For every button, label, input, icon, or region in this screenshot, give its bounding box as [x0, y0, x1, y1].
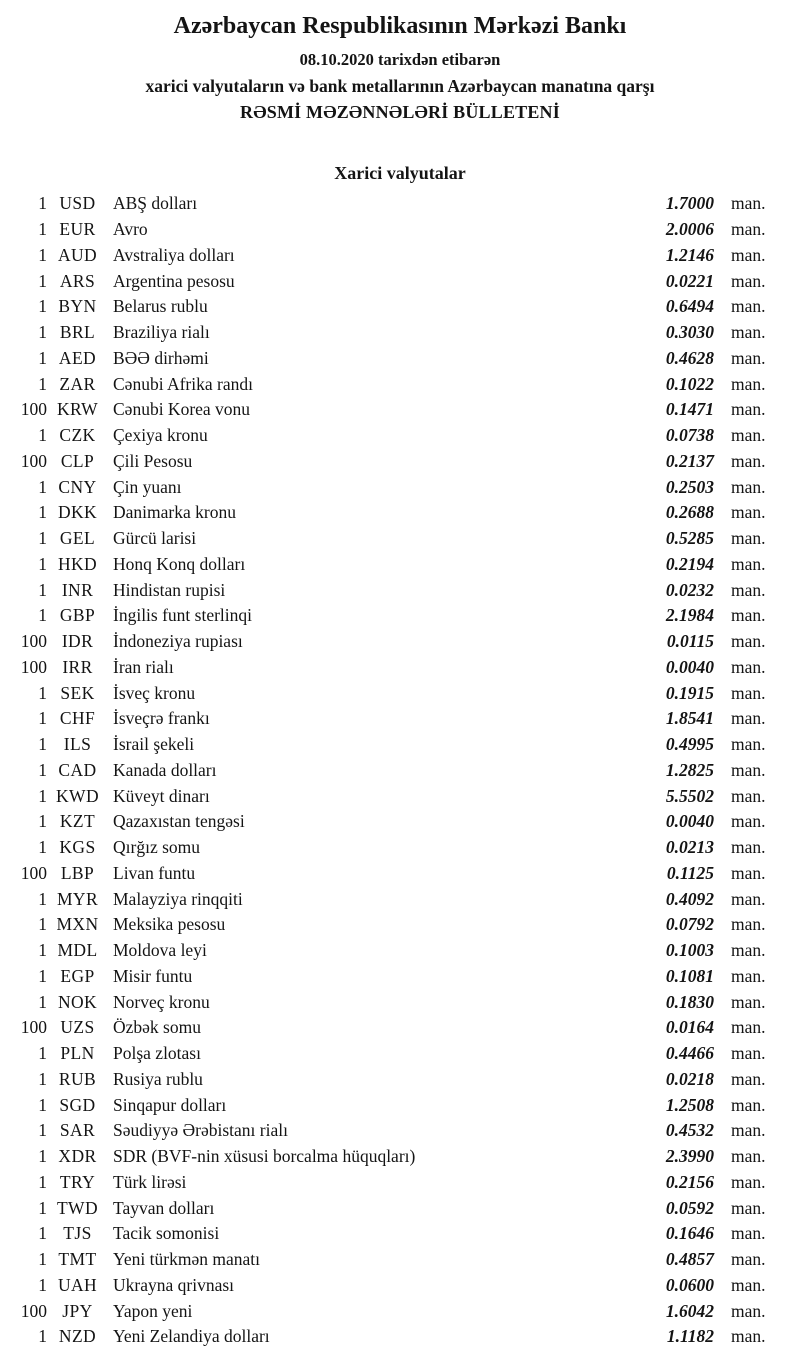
currency-name-cell: Qazaxıstan tengəsi [113, 811, 245, 832]
unit-label: man. [731, 862, 766, 883]
unit-label: man. [731, 347, 766, 368]
quantity-cell: 1 [38, 1274, 47, 1295]
bank-title: Azərbaycan Respublikasının Mərkəzi Bankı [173, 13, 627, 39]
rate-value-cell: 0.5285 [665, 528, 714, 549]
unit-label: man. [731, 399, 766, 420]
currency-name-cell: Türk lirəsi [113, 1171, 187, 1192]
currency-code-cell: CLP [60, 450, 95, 471]
rate-value-cell: 0.1125 [666, 862, 714, 883]
quantity-cell: 1 [38, 1043, 47, 1064]
unit-label: man. [731, 1274, 766, 1295]
rate-row [0, 268, 800, 294]
currency-name-cell: Honq Konq dolları [113, 553, 246, 574]
rate-value-cell: 1.2146 [665, 244, 714, 265]
rate-row [0, 912, 800, 938]
currency-code-cell: ARS [59, 270, 96, 291]
currency-name-cell: Tayvan dolları [113, 1197, 215, 1218]
quantity-cell: 1 [38, 1094, 47, 1115]
quantity-cell: 100 [20, 1300, 47, 1321]
currency-name-cell: Danimarka kronu [113, 502, 236, 523]
rate-row [0, 191, 800, 217]
rate-value-cell: 2.3990 [665, 1146, 714, 1167]
currency-code-cell: KRW [56, 399, 99, 420]
currency-code-cell: USD [59, 193, 96, 214]
currency-name-cell: Özbək somu [113, 1017, 201, 1038]
rate-value-cell: 1.1182 [666, 1326, 714, 1347]
unit-label: man. [731, 1120, 766, 1141]
currency-name-cell: Misir funtu [113, 965, 193, 986]
quantity-cell: 1 [38, 785, 47, 806]
unit-label: man. [731, 656, 766, 677]
rate-value-cell: 0.3030 [665, 322, 714, 343]
currency-name-cell: Çin yuanı [113, 476, 182, 497]
currency-code-cell: IDR [61, 631, 94, 652]
currency-code-cell: UZS [60, 1017, 95, 1038]
unit-label: man. [731, 991, 766, 1012]
rate-value-cell: 0.0221 [665, 270, 714, 291]
rate-row [0, 1041, 800, 1067]
rates-table [0, 191, 800, 1350]
rate-value-cell: 0.1022 [665, 373, 714, 394]
currency-code-cell: IRR [62, 656, 93, 677]
rate-value-cell: 0.0218 [665, 1068, 714, 1089]
currency-code-cell: TWD [56, 1197, 99, 1218]
rate-value-cell: 0.0592 [665, 1197, 714, 1218]
rate-value-cell: 0.4995 [665, 734, 714, 755]
currency-name-cell: Sinqapur dolları [113, 1094, 227, 1115]
unit-label: man. [731, 579, 766, 600]
unit-label: man. [731, 193, 766, 214]
currency-name-cell: Yeni türkmən manatı [113, 1249, 260, 1270]
rate-row [0, 526, 800, 552]
quantity-cell: 1 [38, 734, 47, 755]
currency-name-cell: Braziliya rialı [113, 322, 210, 343]
rate-row [0, 320, 800, 346]
quantity-cell: 1 [38, 888, 47, 909]
quantity-cell: 1 [38, 1326, 47, 1347]
quantity-cell: 100 [20, 450, 47, 471]
rate-value-cell: 0.2156 [665, 1171, 714, 1192]
currency-name-cell: İsrail şekeli [113, 734, 195, 755]
currency-name-cell: Cənubi Afrika randı [113, 373, 253, 394]
rate-value-cell: 0.0040 [665, 811, 714, 832]
unit-label: man. [731, 1017, 766, 1038]
unit-label: man. [731, 631, 766, 652]
currency-code-cell: TJS [63, 1223, 92, 1244]
currency-name-cell: Tacik somonisi [113, 1223, 220, 1244]
rate-value-cell: 2.0006 [665, 219, 714, 240]
rate-row [0, 1015, 800, 1041]
section-title-foreign-currencies: Xarici valyutalar [334, 163, 466, 183]
unit-label: man. [731, 1223, 766, 1244]
quantity-cell: 1 [38, 965, 47, 986]
unit-label: man. [731, 759, 766, 780]
rate-row [0, 1067, 800, 1093]
rate-value-cell: 0.0600 [665, 1274, 714, 1295]
effective-date-line: 08.10.2020 tarixdən etibarən [299, 50, 501, 69]
quantity-cell: 1 [38, 476, 47, 497]
unit-label: man. [731, 1146, 766, 1167]
bulletin-header [0, 0, 800, 123]
currency-name-cell: ABŞ dolları [113, 193, 198, 214]
rate-value-cell: 0.2503 [665, 476, 714, 497]
currency-name-cell: Malayziya rinqqiti [113, 888, 243, 909]
currency-name-cell: Qırğız somu [113, 837, 201, 858]
currency-code-cell: KZT [59, 811, 96, 832]
currency-name-cell: Çili Pesosu [113, 450, 193, 471]
unit-label: man. [731, 322, 766, 343]
unit-label: man. [731, 837, 766, 858]
unit-label: man. [731, 1068, 766, 1089]
currency-code-cell: SAR [59, 1120, 96, 1141]
quantity-cell: 100 [20, 399, 47, 420]
rate-row [0, 1170, 800, 1196]
unit-label: man. [731, 296, 766, 317]
currency-code-cell: MDL [57, 940, 98, 961]
currency-name-cell: Gürcü larisi [113, 528, 197, 549]
rate-value-cell: 0.6494 [665, 296, 714, 317]
rate-value-cell: 0.4857 [665, 1249, 714, 1270]
currency-name-cell: Yeni Zelandiya dolları [113, 1326, 270, 1347]
rate-value-cell: 0.2688 [665, 502, 714, 523]
bulletin-title: RƏSMİ MƏZƏNNƏLƏRİ BÜLLETENİ [240, 102, 560, 122]
currency-name-cell: Livan funtu [113, 862, 196, 883]
rate-value-cell: 0.1830 [665, 991, 714, 1012]
unit-label: man. [731, 708, 766, 729]
quantity-cell: 1 [38, 579, 47, 600]
quantity-cell: 100 [20, 631, 47, 652]
unit-label: man. [731, 682, 766, 703]
currency-name-cell: İsveç kronu [113, 682, 196, 703]
rate-row [0, 989, 800, 1015]
quantity-cell: 100 [20, 862, 47, 883]
currency-code-cell: PLN [60, 1043, 95, 1064]
rate-row [0, 629, 800, 655]
rate-row [0, 1324, 800, 1350]
unit-label: man. [731, 502, 766, 523]
currency-name-cell: İsveçrə frankı [113, 708, 210, 729]
quantity-cell: 1 [38, 1171, 47, 1192]
currency-name-cell: Səudiyyə Ərəbistanı rialı [113, 1120, 288, 1141]
currency-name-cell: BƏƏ dirhəmi [113, 347, 209, 368]
unit-label: man. [731, 605, 766, 626]
rate-row [0, 938, 800, 964]
unit-label: man. [731, 450, 766, 471]
currency-code-cell: BYN [58, 296, 97, 317]
rate-value-cell: 0.4532 [665, 1120, 714, 1141]
quantity-cell: 1 [38, 425, 47, 446]
rate-value-cell: 0.4092 [665, 888, 714, 909]
rate-value-cell: 0.1081 [665, 965, 714, 986]
currency-code-cell: JPY [62, 1300, 93, 1321]
unit-label: man. [731, 1043, 766, 1064]
currency-code-cell: UAH [57, 1274, 98, 1295]
currency-code-cell: MXN [56, 914, 99, 935]
unit-label: man. [731, 1326, 766, 1347]
currency-code-cell: NZD [58, 1326, 97, 1347]
quantity-cell: 1 [38, 759, 47, 780]
rate-value-cell: 0.2194 [665, 553, 714, 574]
unit-label: man. [731, 425, 766, 446]
rate-row [0, 1144, 800, 1170]
unit-label: man. [731, 914, 766, 935]
rate-value-cell: 1.8541 [665, 708, 714, 729]
currency-name-cell: Argentina pesosu [113, 270, 235, 291]
currency-code-cell: CAD [58, 759, 97, 780]
quantity-cell: 1 [38, 1146, 47, 1167]
unit-label: man. [731, 965, 766, 986]
quantity-cell: 1 [38, 322, 47, 343]
currency-code-cell: TRY [59, 1171, 96, 1192]
quantity-cell: 1 [38, 1068, 47, 1089]
quantity-cell: 1 [38, 296, 47, 317]
currency-name-cell: Yapon yeni [113, 1300, 193, 1321]
rate-row [0, 809, 800, 835]
rate-row [0, 886, 800, 912]
unit-label: man. [731, 1300, 766, 1321]
currency-code-cell: AUD [57, 244, 98, 265]
rate-row [0, 1273, 800, 1299]
quantity-cell: 1 [38, 373, 47, 394]
currency-code-cell: EGP [60, 965, 95, 986]
currency-code-cell: ZAR [59, 373, 96, 394]
rate-value-cell: 0.1471 [665, 399, 714, 420]
currency-code-cell: CZK [59, 425, 96, 446]
quantity-cell: 1 [38, 708, 47, 729]
rate-row [0, 449, 800, 475]
rate-row [0, 423, 800, 449]
unit-label: man. [731, 373, 766, 394]
rate-row [0, 603, 800, 629]
rate-row [0, 1298, 800, 1324]
quantity-cell: 1 [38, 991, 47, 1012]
currency-code-cell: EUR [59, 219, 96, 240]
unit-label: man. [731, 1171, 766, 1192]
currency-code-cell: XDR [58, 1146, 97, 1167]
rate-row [0, 655, 800, 681]
rate-row [0, 758, 800, 784]
currency-name-cell: Kanada dolları [113, 759, 217, 780]
rate-row [0, 706, 800, 732]
currency-code-cell: KGS [59, 837, 96, 858]
unit-label: man. [731, 476, 766, 497]
currency-code-cell: DKK [57, 502, 98, 523]
rate-row [0, 1247, 800, 1273]
currency-code-cell: GBP [59, 605, 96, 626]
currency-code-cell: GEL [59, 528, 96, 549]
quantity-cell: 1 [38, 1249, 47, 1270]
rate-value-cell: 0.0040 [665, 656, 714, 677]
quantity-cell: 1 [38, 811, 47, 832]
rate-value-cell: 0.2137 [665, 450, 714, 471]
rate-row [0, 346, 800, 372]
rate-row [0, 474, 800, 500]
rate-value-cell: 0.4466 [665, 1043, 714, 1064]
unit-label: man. [731, 528, 766, 549]
unit-label: man. [731, 244, 766, 265]
rate-value-cell: 0.0213 [665, 837, 714, 858]
currency-name-cell: Küveyt dinarı [113, 785, 210, 806]
rate-value-cell: 1.6042 [665, 1300, 714, 1321]
currency-code-cell: INR [61, 579, 94, 600]
rate-row [0, 294, 800, 320]
rate-row [0, 500, 800, 526]
rate-row [0, 732, 800, 758]
currency-name-cell: İran rialı [113, 656, 174, 677]
quantity-cell: 1 [38, 193, 47, 214]
currency-name-cell: Hindistan rupisi [113, 579, 226, 600]
currency-name-cell: Çexiya kronu [113, 425, 208, 446]
currency-code-cell: KWD [56, 785, 99, 806]
currency-code-cell: TMT [58, 1249, 97, 1270]
unit-label: man. [731, 1094, 766, 1115]
quantity-cell: 1 [38, 219, 47, 240]
rate-value-cell: 0.0738 [665, 425, 714, 446]
quantity-cell: 1 [38, 1223, 47, 1244]
rate-value-cell: 0.0164 [665, 1017, 714, 1038]
rate-row [0, 964, 800, 990]
currency-code-cell: CHF [59, 708, 96, 729]
currency-name-cell: İngilis funt sterlinqi [113, 605, 253, 626]
rate-row [0, 835, 800, 861]
quantity-cell: 1 [38, 682, 47, 703]
rate-row [0, 397, 800, 423]
currency-name-cell: Polşa zlotası [113, 1043, 201, 1064]
quantity-cell: 1 [38, 940, 47, 961]
rate-value-cell: 0.1003 [665, 940, 714, 961]
currency-name-cell: SDR (BVF-nin xüsusi borcalma hüquqları) [113, 1146, 416, 1167]
currency-code-cell: SEK [60, 682, 95, 703]
quantity-cell: 1 [38, 1197, 47, 1218]
unit-label: man. [731, 785, 766, 806]
quantity-cell: 1 [38, 605, 47, 626]
rate-value-cell: 0.0232 [665, 579, 714, 600]
unit-label: man. [731, 1197, 766, 1218]
currency-code-cell: MYR [56, 888, 99, 909]
subtitle-line: xarici valyutaların və bank metallarının Azərbaycan manatına qarşı [145, 76, 655, 96]
quantity-cell: 100 [20, 656, 47, 677]
rate-row [0, 243, 800, 269]
quantity-cell: 100 [20, 1017, 47, 1038]
unit-label: man. [731, 270, 766, 291]
rate-value-cell: 1.7000 [665, 193, 714, 214]
currency-code-cell: HKD [57, 553, 98, 574]
quantity-cell: 1 [38, 553, 47, 574]
rate-value-cell: 0.1646 [665, 1223, 714, 1244]
currency-code-cell: BRL [59, 322, 96, 343]
unit-label: man. [731, 219, 766, 240]
rate-row [0, 217, 800, 243]
rate-value-cell: 0.0792 [665, 914, 714, 935]
rate-row [0, 680, 800, 706]
currency-name-cell: Avro [113, 219, 148, 240]
currency-code-cell: ILS [63, 734, 92, 755]
currency-name-cell: Moldova leyi [113, 940, 207, 961]
unit-label: man. [731, 888, 766, 909]
rate-value-cell: 0.1915 [665, 682, 714, 703]
rate-row [0, 577, 800, 603]
unit-label: man. [731, 734, 766, 755]
quantity-cell: 1 [38, 270, 47, 291]
currency-name-cell: Cənubi Korea vonu [113, 399, 251, 420]
currency-code-cell: LBP [60, 862, 95, 883]
quantity-cell: 1 [38, 502, 47, 523]
currency-name-cell: Ukrayna qrivnası [113, 1274, 235, 1295]
currency-name-cell: Meksika pesosu [113, 914, 226, 935]
rate-value-cell: 2.1984 [665, 605, 714, 626]
currency-code-cell: CNY [58, 476, 97, 497]
rate-value-cell: 1.2508 [665, 1094, 714, 1115]
currency-code-cell: AED [58, 347, 97, 368]
quantity-cell: 1 [38, 528, 47, 549]
rate-value-cell: 5.5502 [665, 785, 714, 806]
rate-row [0, 1118, 800, 1144]
rate-value-cell: 1.2825 [665, 759, 714, 780]
currency-name-cell: İndoneziya rupiası [113, 631, 243, 652]
rate-row [0, 1195, 800, 1221]
rate-row [0, 1221, 800, 1247]
rate-row [0, 861, 800, 887]
unit-label: man. [731, 811, 766, 832]
currency-code-cell: RUB [58, 1068, 97, 1089]
quantity-cell: 1 [38, 837, 47, 858]
unit-label: man. [731, 1249, 766, 1270]
currency-code-cell: SGD [59, 1094, 96, 1115]
currency-code-cell: NOK [57, 991, 98, 1012]
rate-row [0, 371, 800, 397]
rate-value-cell: 0.0115 [666, 631, 714, 652]
rate-value-cell: 0.4628 [665, 347, 714, 368]
quantity-cell: 1 [38, 347, 47, 368]
quantity-cell: 1 [38, 1120, 47, 1141]
currency-name-cell: Norveç kronu [113, 991, 210, 1012]
unit-label: man. [731, 553, 766, 574]
quantity-cell: 1 [38, 244, 47, 265]
unit-label: man. [731, 940, 766, 961]
currency-name-cell: Belarus rublu [113, 296, 208, 317]
currency-name-cell: Rusiya rublu [113, 1068, 203, 1089]
rate-row [0, 783, 800, 809]
currency-name-cell: Avstraliya dolları [113, 244, 235, 265]
quantity-cell: 1 [38, 914, 47, 935]
rate-row [0, 1092, 800, 1118]
rate-row [0, 552, 800, 578]
